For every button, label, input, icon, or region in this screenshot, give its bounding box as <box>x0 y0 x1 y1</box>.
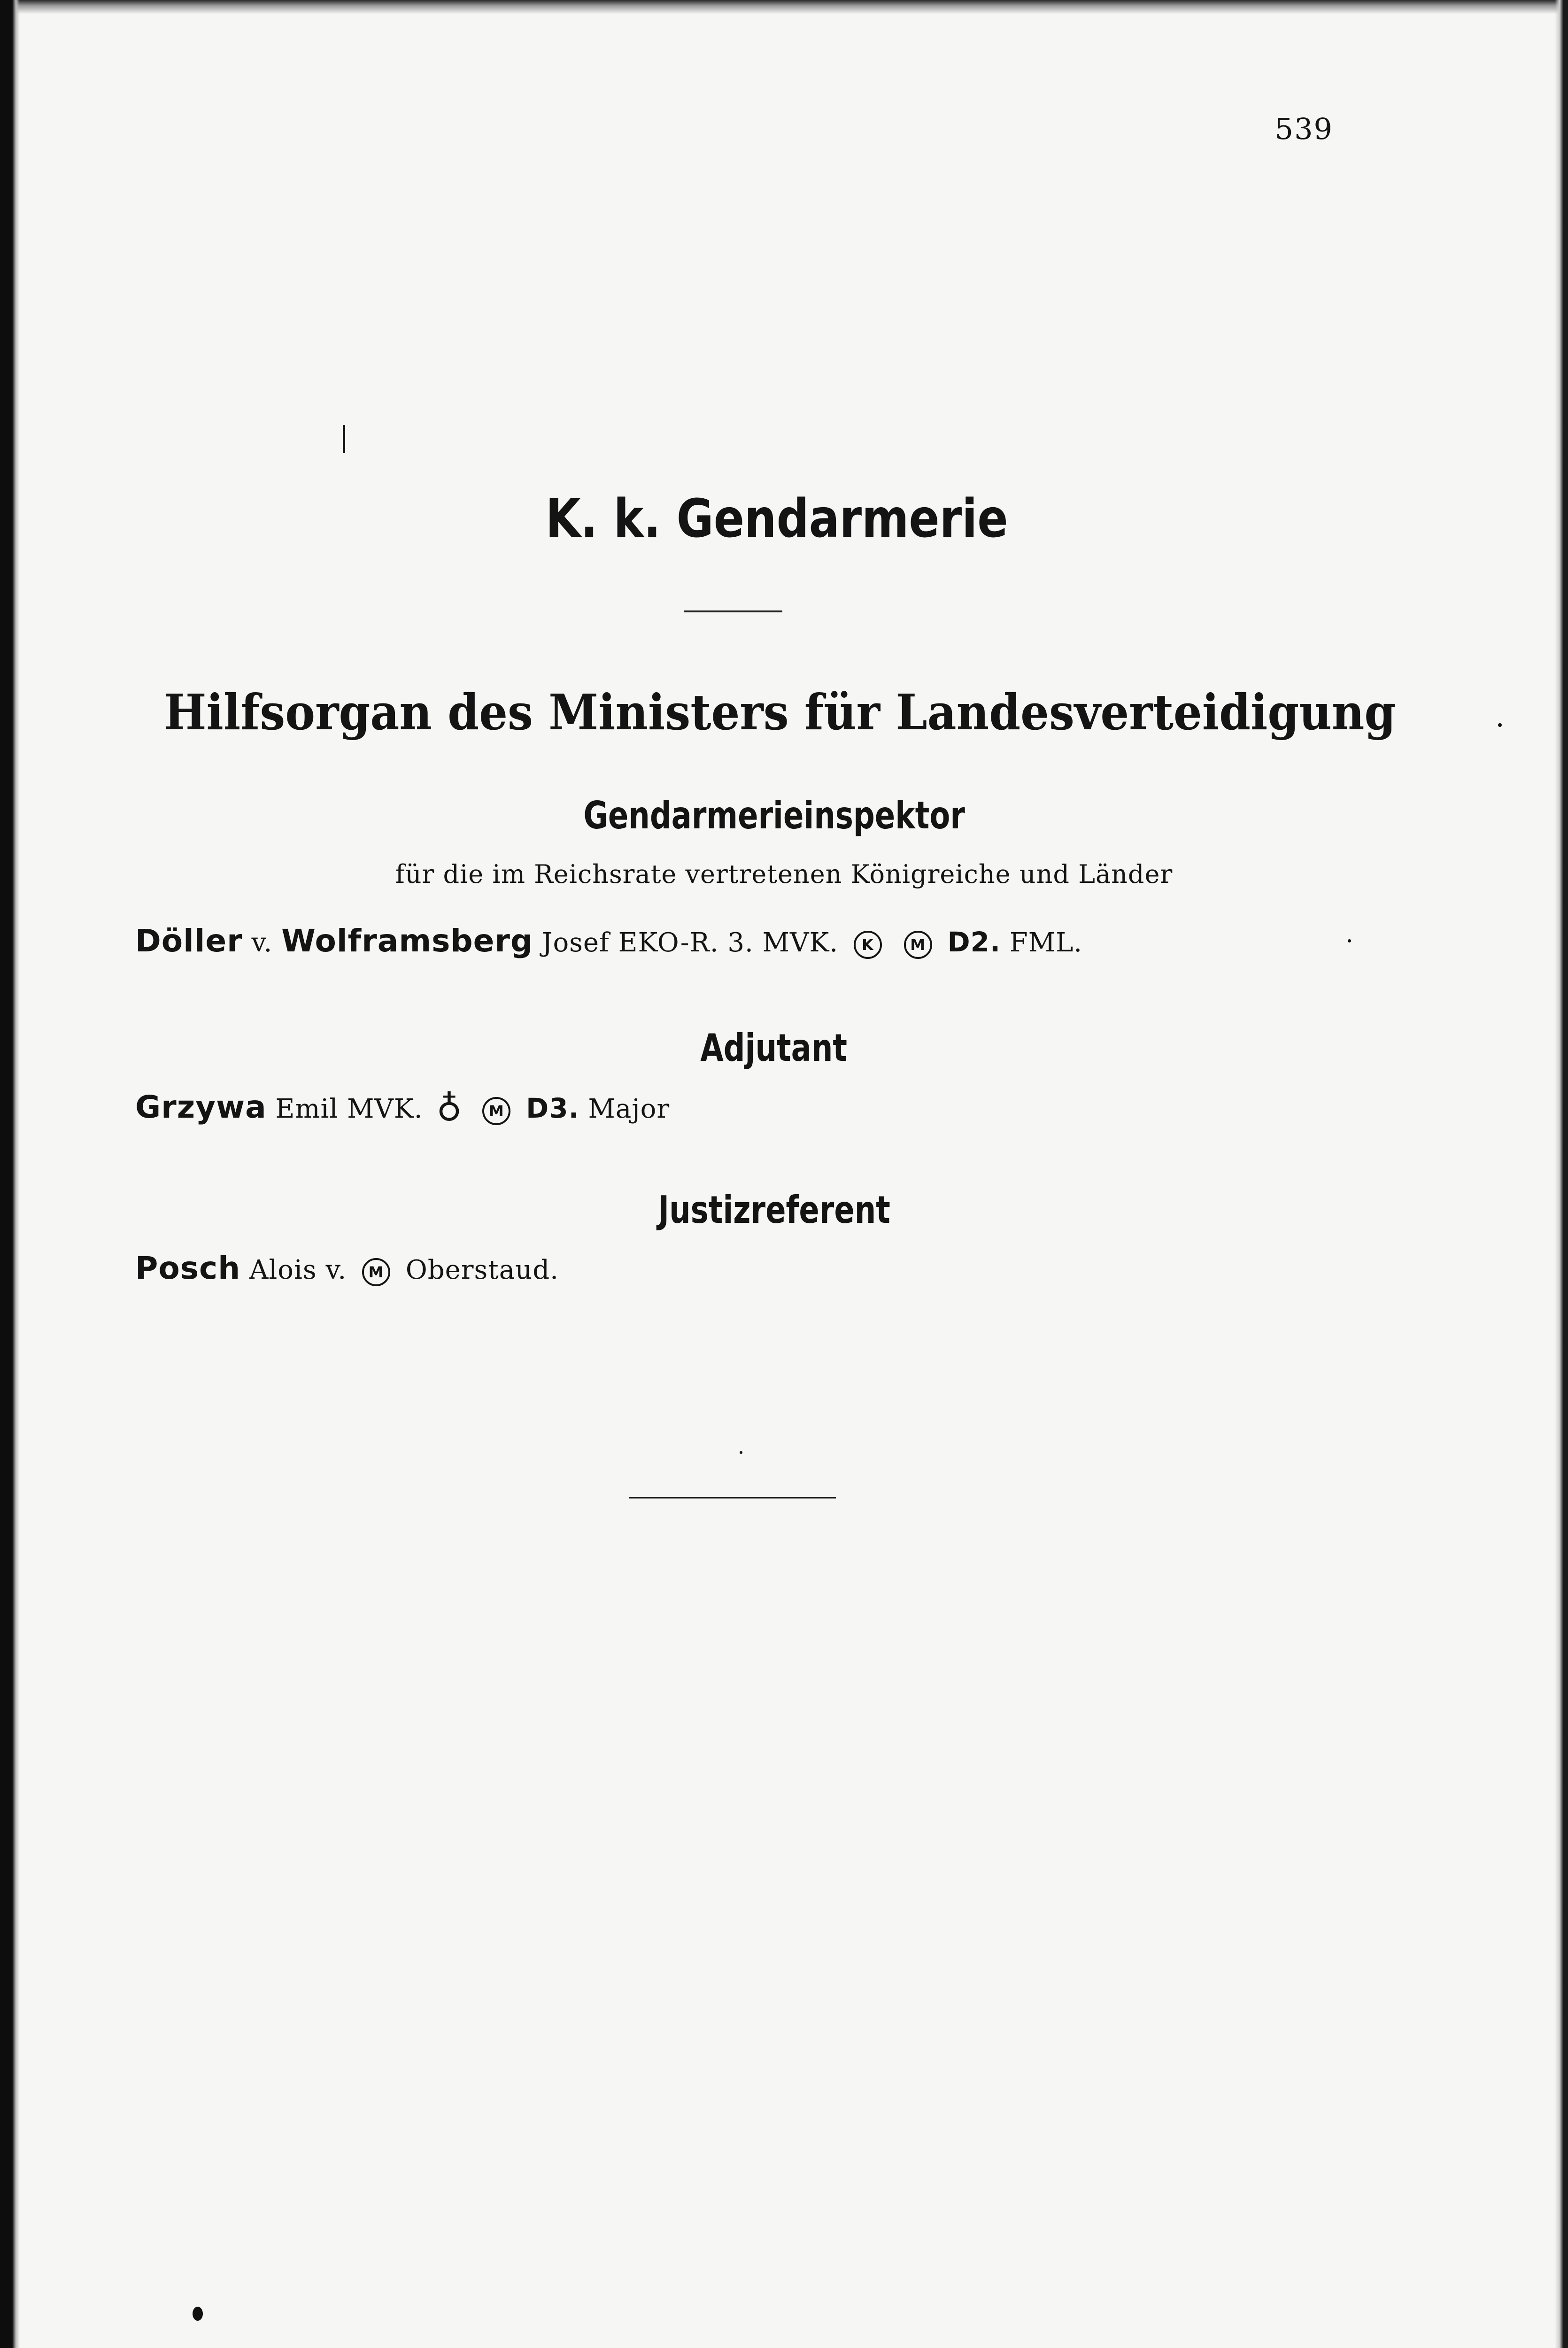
entry-surname: Grzywa <box>135 1089 267 1125</box>
entry-grzywa <box>135 1089 670 1129</box>
scan-speck <box>343 425 345 453</box>
scan-speck <box>1348 939 1351 942</box>
page-number: 539 <box>1274 112 1333 146</box>
badge-k-icon: K <box>854 931 882 959</box>
entry-rank: Major <box>588 1094 670 1124</box>
badge-m-icon: M <box>482 1097 510 1125</box>
decoration-icon: ♁ <box>436 1089 463 1129</box>
entry-details: Alois v. <box>249 1255 347 1285</box>
entry-grade: D3. <box>526 1092 579 1124</box>
entry-posch <box>135 1250 559 1286</box>
entry-rank: FML. <box>1009 927 1083 958</box>
section-heading-inspektor: Gendarmerieinspektor <box>583 794 965 837</box>
scan-speck <box>193 2307 203 2321</box>
badge-m-icon: M <box>362 1258 390 1286</box>
title-rule <box>684 610 782 612</box>
section-heading-adjutant: Adjutant <box>700 1026 847 1070</box>
scan-edge-top <box>0 0 1568 14</box>
entry-surname: Döller <box>135 923 243 959</box>
entry-details: Josef EKO-R. 3. MVK. <box>542 927 839 958</box>
entry-grade: D2. <box>947 926 1001 958</box>
scan-speck <box>740 1451 742 1454</box>
entry-doller <box>135 923 1082 959</box>
section-heading-justizreferent: Justizreferent <box>658 1188 890 1232</box>
main-heading: Hilfsorgan des Ministers für Landesverteidigung <box>164 683 1396 741</box>
entry-details: Emil MVK. <box>275 1094 423 1124</box>
section-note-inspektor: für die im Reichsrate vertretenen Königreiche und Länder <box>395 859 1173 889</box>
entry-surname-second: Wolframsberg <box>281 923 533 959</box>
badge-m-icon: M <box>904 931 932 959</box>
entry-rank: Oberstaud. <box>405 1255 559 1285</box>
end-rule <box>629 1497 836 1498</box>
scan-speck <box>1498 723 1502 727</box>
scan-edge-right <box>1555 0 1568 2348</box>
scan-edge-left <box>0 0 20 2348</box>
page-title: K. k. Gendarmerie <box>545 488 1008 549</box>
entry-particle: v. <box>251 927 273 958</box>
entry-surname: Posch <box>135 1250 241 1286</box>
